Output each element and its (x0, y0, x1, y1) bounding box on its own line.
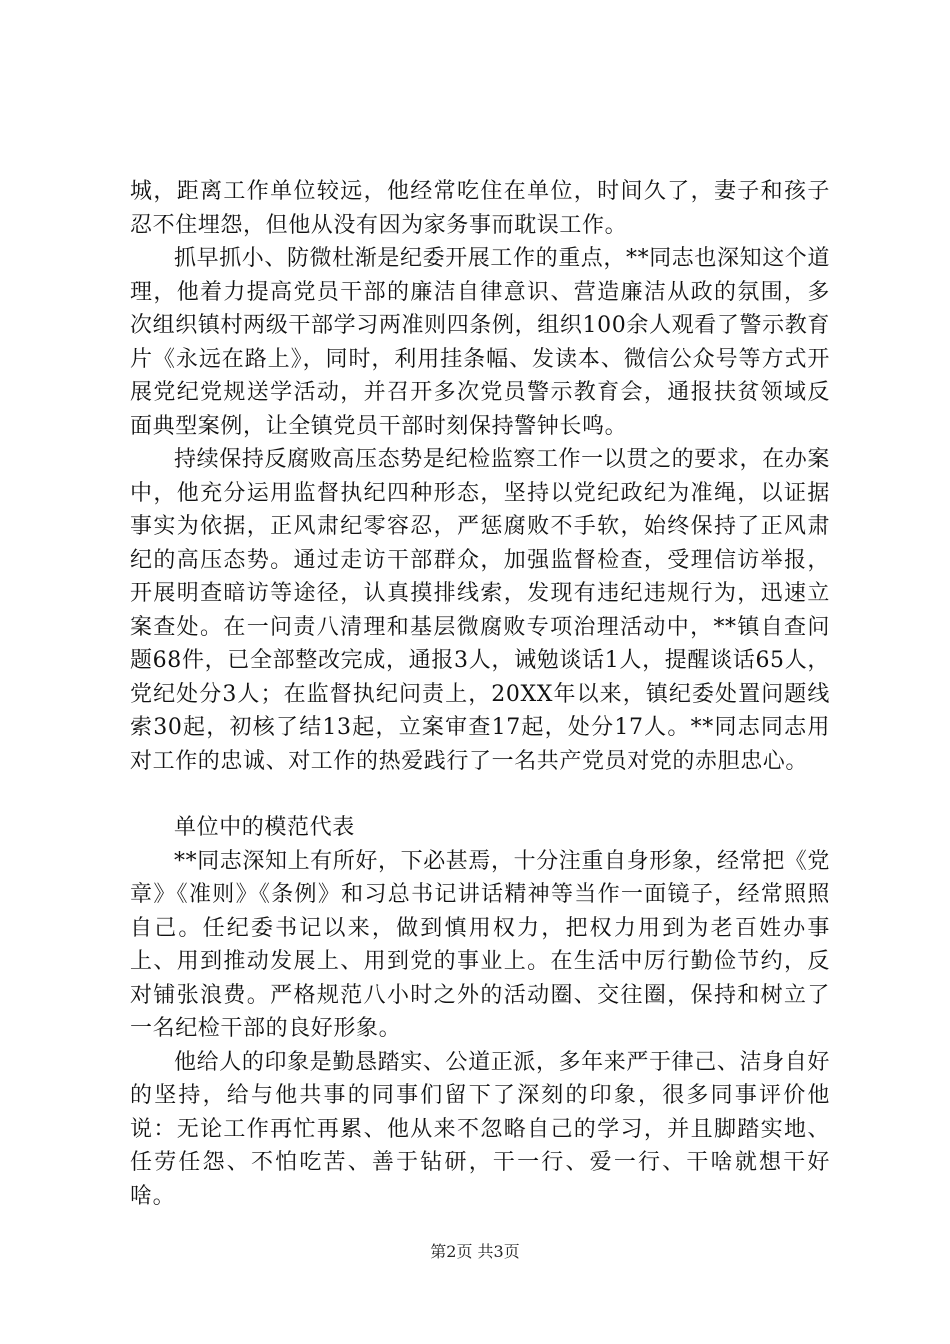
document-body (130, 175, 830, 1213)
section-heading: 单位中的模范代表 (174, 815, 355, 840)
body-paragraph: 他给人的印象是勤恳踏实、公道正派，多年来严于律己、洁身自好的坚持，给与他共事的同事们留下了深刻的印象，很多同事评价他说：无论工作再忙再累、他从来不忽略自己的学习，并且脚踏实地、任劳任怨、不怕吃苦、善于钻研，干一行、爱一行、干啥就想干好啥。 (130, 1049, 830, 1209)
paragraph-spacer (130, 778, 830, 811)
body-paragraph: 城，距离工作单位较远，他经常吃住在单位，时间久了，妻子和孩子忍不住埋怨，但他从没有因为家务事而耽误工作。 (130, 179, 830, 238)
body-paragraph: **同志深知上有所好，下必甚焉，十分注重自身形象，经常把《党章》《准则》《条例》和习总书记讲话精神等当作一面镜子，经常照照自己。任纪委书记以来，做到慎用权力，把权力用到为老百姓办事上、用到推动发展上、用到党的事业上。在生活中厉行勤俭节约，反对铺张浪费。严格规范八小时之外的活动圈、交往圈，保持和树立了一名纪检干部的良好形象。 (130, 848, 831, 1041)
body-paragraph: 持续保持反腐败高压态势是纪检监察工作一以贯之的要求，在办案中，他充分运用监督执纪四种形态，坚持以党纪政纪为准绳，以证据事实为依据，正风肃纪零容忍，严惩腐败不手软，始终保持了正风肃纪的高压态势。通过走访干部群众，加强监督检查，受理信访举报，开展明查暗访等途径，认真摸排线索，发现有违纪违规行为，迅速立案查处。在一问责八清理和基层微腐败专项治理活动中，**镇自查问题68件，已全部整改完成，通报3人，诫勉谈话1人，提醒谈话65人，党纪处分3人；在监督执纪问责上，20XX年以来，镇纪委处置问题线索30起，初核了结13起，立案审查17起，处分17人。**同志同志用对工作的忠诚、对工作的热爱践行了一名共产党员对党的赤胆忠心。 (130, 447, 830, 774)
body-paragraph: 抓早抓小、防微杜渐是纪委开展工作的重点，**同志也深知这个道理，他着力提高党员干部的廉洁自律意识、营造廉洁从政的氛围，多次组织镇村两级干部学习两准则四条例，组织100余人观看了警示教育片《永远在路上》，同时，利用挂条幅、发读本、微信公众号等方式开展党纪党规送学活动，并召开多次党员警示教育会，通报扶贫领域反面典型案例，让全镇党员干部时刻保持警钟长鸣。 (130, 246, 831, 439)
page-footer: 第2页 共3页 (430, 1242, 520, 1261)
